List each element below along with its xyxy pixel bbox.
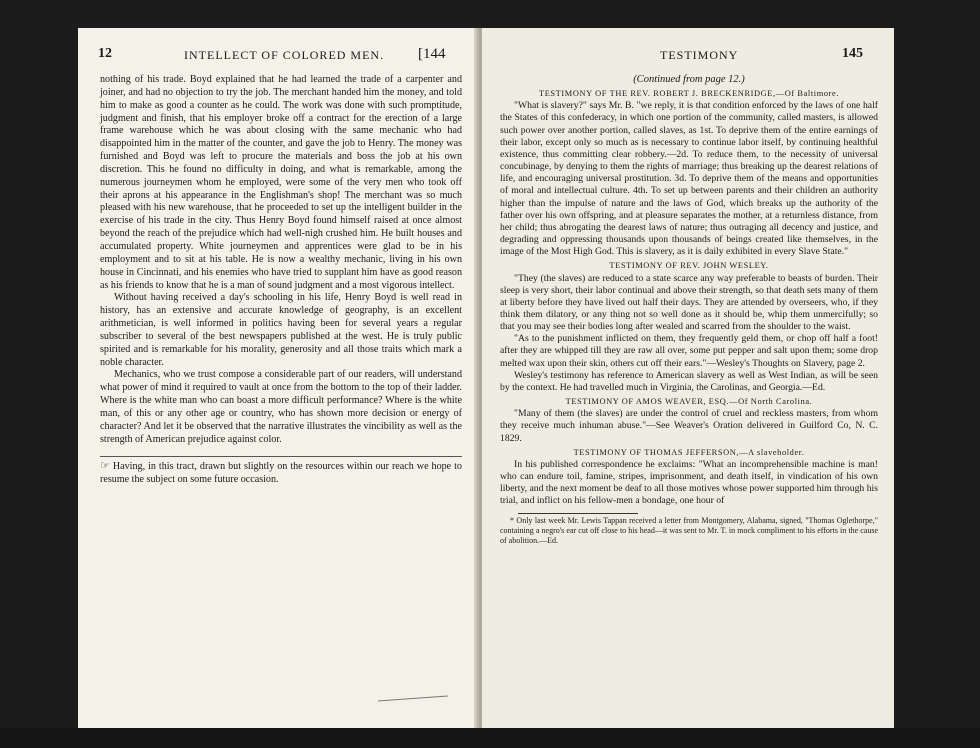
section-text: "What is slavery?" says Mr. B. "we reply, it is that condition enforced by the laws of one half the States of this confederacy, in which one portion of the community, called masters, is allowed such power over another portion, called slaves, as 1st. To deprive them of the entire earnings of their labor, except only so much as is necessary to continue labor itself, by continuing healthful existence, thus committing clear robbery.—2d. To reduce them, to the necessity of universal concubinage, by denying to them the rights of marriage; thus breaking up the dearest relations of life, and encouraging universal prostitution. 3d. To deprive them of the means and opportunities of moral and intellectual culture. 4th. To set up between parents and their children an authority higher than the impulse of nature and the laws of God, which breaks up the authority of the father over his own offspring, and at pleasure separates the mother, at a returnless distance, from her child; thus abrogating the dearest laws of nature; thus outraging all decency and justice, and degrading and oppressing thousands upon thousands of beings created like themselves, in the image of the Most High God. This is slavery, as it is daily exhibited in every Slave State." (500, 100, 878, 258)
right-page-number: 145 (842, 46, 863, 61)
pointing-hand-icon: ☞ (100, 459, 110, 473)
section-heading: TESTIMONY OF THE REV. ROBERT J. BRECKENRIDGE,—Of Baltimore. (538, 89, 840, 99)
bracket-page-number: [144 (418, 46, 446, 62)
notice-text: Having, in this tract, drawn but slightly on the resources within our reach we hope to resume the subject on some future occasion. (100, 461, 462, 486)
right-running-head: TESTIMONY (660, 48, 739, 62)
section-text: In his published correspondence he exclaims: "What an incomprehensible machine is man! who can endure toil, famine, stripes, imprisonment, and death itself, in vindication of his own liberty, and the next moment be deaf to all those motives whose power supported him through his trial, and inflict on his fellow-men a bondage, one hour of (500, 458, 878, 507)
section-text: "As to the punishment inflicted on them, they frequently geld them, or chop off half a foot! after they are whipped till they are raw all over, some put pepper and salt upon them; some drop melted wax upon their skin, others cut off their ears."—Wesley's Thoughts on Slavery, page 2. (500, 333, 878, 369)
section-text: Wesley's testimony has reference to American slavery as well as West Indian, as will be seen by the context. He had travelled much in Virginia, the Carolinas, and Georgia.—Ed. (500, 369, 878, 393)
left-column (100, 74, 462, 487)
left-running-head: INTELLECT OF COLORED MEN. (184, 48, 385, 62)
right-page (482, 28, 894, 728)
paragraph: Mechanics, who we trust compose a considerable part of our readers, will understand what power of mind it required to vault at once from the bottom to the top of their ladder. Where is the white man who can boast a more difficult performance? Where is the white man, of this or any other age or country, who has shown more decision or energy of character? And let it be observed that the narrative illustrates the vincibility as well as the strength of American prejudice against color. (100, 369, 462, 445)
right-column (500, 74, 878, 545)
section-heading: TESTIMONY OF THOMAS JEFFERSON,—A slaveholder. (573, 447, 805, 457)
left-page-number: 12 (98, 46, 112, 61)
continued-note: (Continued from page 12.) (633, 74, 745, 85)
section-heading: TESTIMONY OF REV. JOHN WESLEY. (609, 261, 769, 271)
bottom-shadow (0, 728, 980, 748)
footnote: * Only last week Mr. Lewis Tappan received a letter from Montgomery, Alabama, signed, "Thomas Oglethorpe," containing a negro's ear cut off close to his head—it was sent to Mr. T. in mock compliment to his efforts in the cause of abolition.—Ed. (500, 516, 878, 545)
pencil-mark (378, 696, 448, 703)
footnote-rule (518, 513, 638, 514)
closing-notice (100, 456, 462, 487)
paragraph: nothing of his trade. Boyd explained that he had learned the trade of a carpenter and joiner, and had no objection to try the job. The merchant handed him the money, and told him to make as good a counter as he could. The work was done with such promptitude, judgment and finish, that his employer broke off a contract for the erection of a large frame warehouse which he was about closing with the same mechanic who had disappointed him in the matter of the counter, and gave the job to Henry. The money was furnished and Boyd was left to procure the materials and boss the job at his own discretion. This he found no difficulty in doing, and what is remarkable, among the numerous journeymen whom he employed, were some of the very men who took off their aprons at his appearance in the Englishman's shop! The merchant was so much pleased with his new warehouse, that he proceeded to set up the intelligent builder in the exercise of his trade in the city. Thus Henry Boyd found himself raised at once almost beyond the reach of the prejudice which had well-nigh crushed him. He built houses and accumulated property. White journeymen and apprentices were glad to be in his employment and to sit at his table. He is now a wealthy mechanic, living in his own house in Cincinnati, and his enemies who have tried to supplant him have as good reason as his friends to know that he is a man of sound judgment and a most vigorous intellect. (100, 74, 462, 291)
section-heading: TESTIMONY OF AMOS WEAVER, ESQ.—Of North Carolina. (565, 397, 813, 407)
paragraph: Without having received a day's schooling in his life, Henry Boyd is well read in history, has an extensive and accurate knowledge of geography, is an excellent arithmetician, is well informed in politics having been for several years a regular subscriber to several of the best newspapers published at the west. He is truly public spirited and is remarkable for his morality, generosity and all those traits which mark a noble character. (100, 292, 462, 368)
section-text: "They (the slaves) are reduced to a state scarce any way preferable to beasts of burden. Their sleep is very short, their labor continual and above their strength, so that death sets many of them at liberty before they have lived out half their days. They are attended by overseers, who, if they think them dilatory, or any thing not so well done as it should be, whip them unmercifully; so that you may see their bodies long after wealed and scarred from the shoulder to the waist. (500, 272, 878, 333)
section-text: "Many of them (the slaves) are under the control of cruel and reckless masters, from whom they receive much inhuman abuse."—See Weaver's Oration delivered in Guilford Co, N. C. 1829. (500, 408, 878, 444)
left-page (78, 28, 480, 728)
